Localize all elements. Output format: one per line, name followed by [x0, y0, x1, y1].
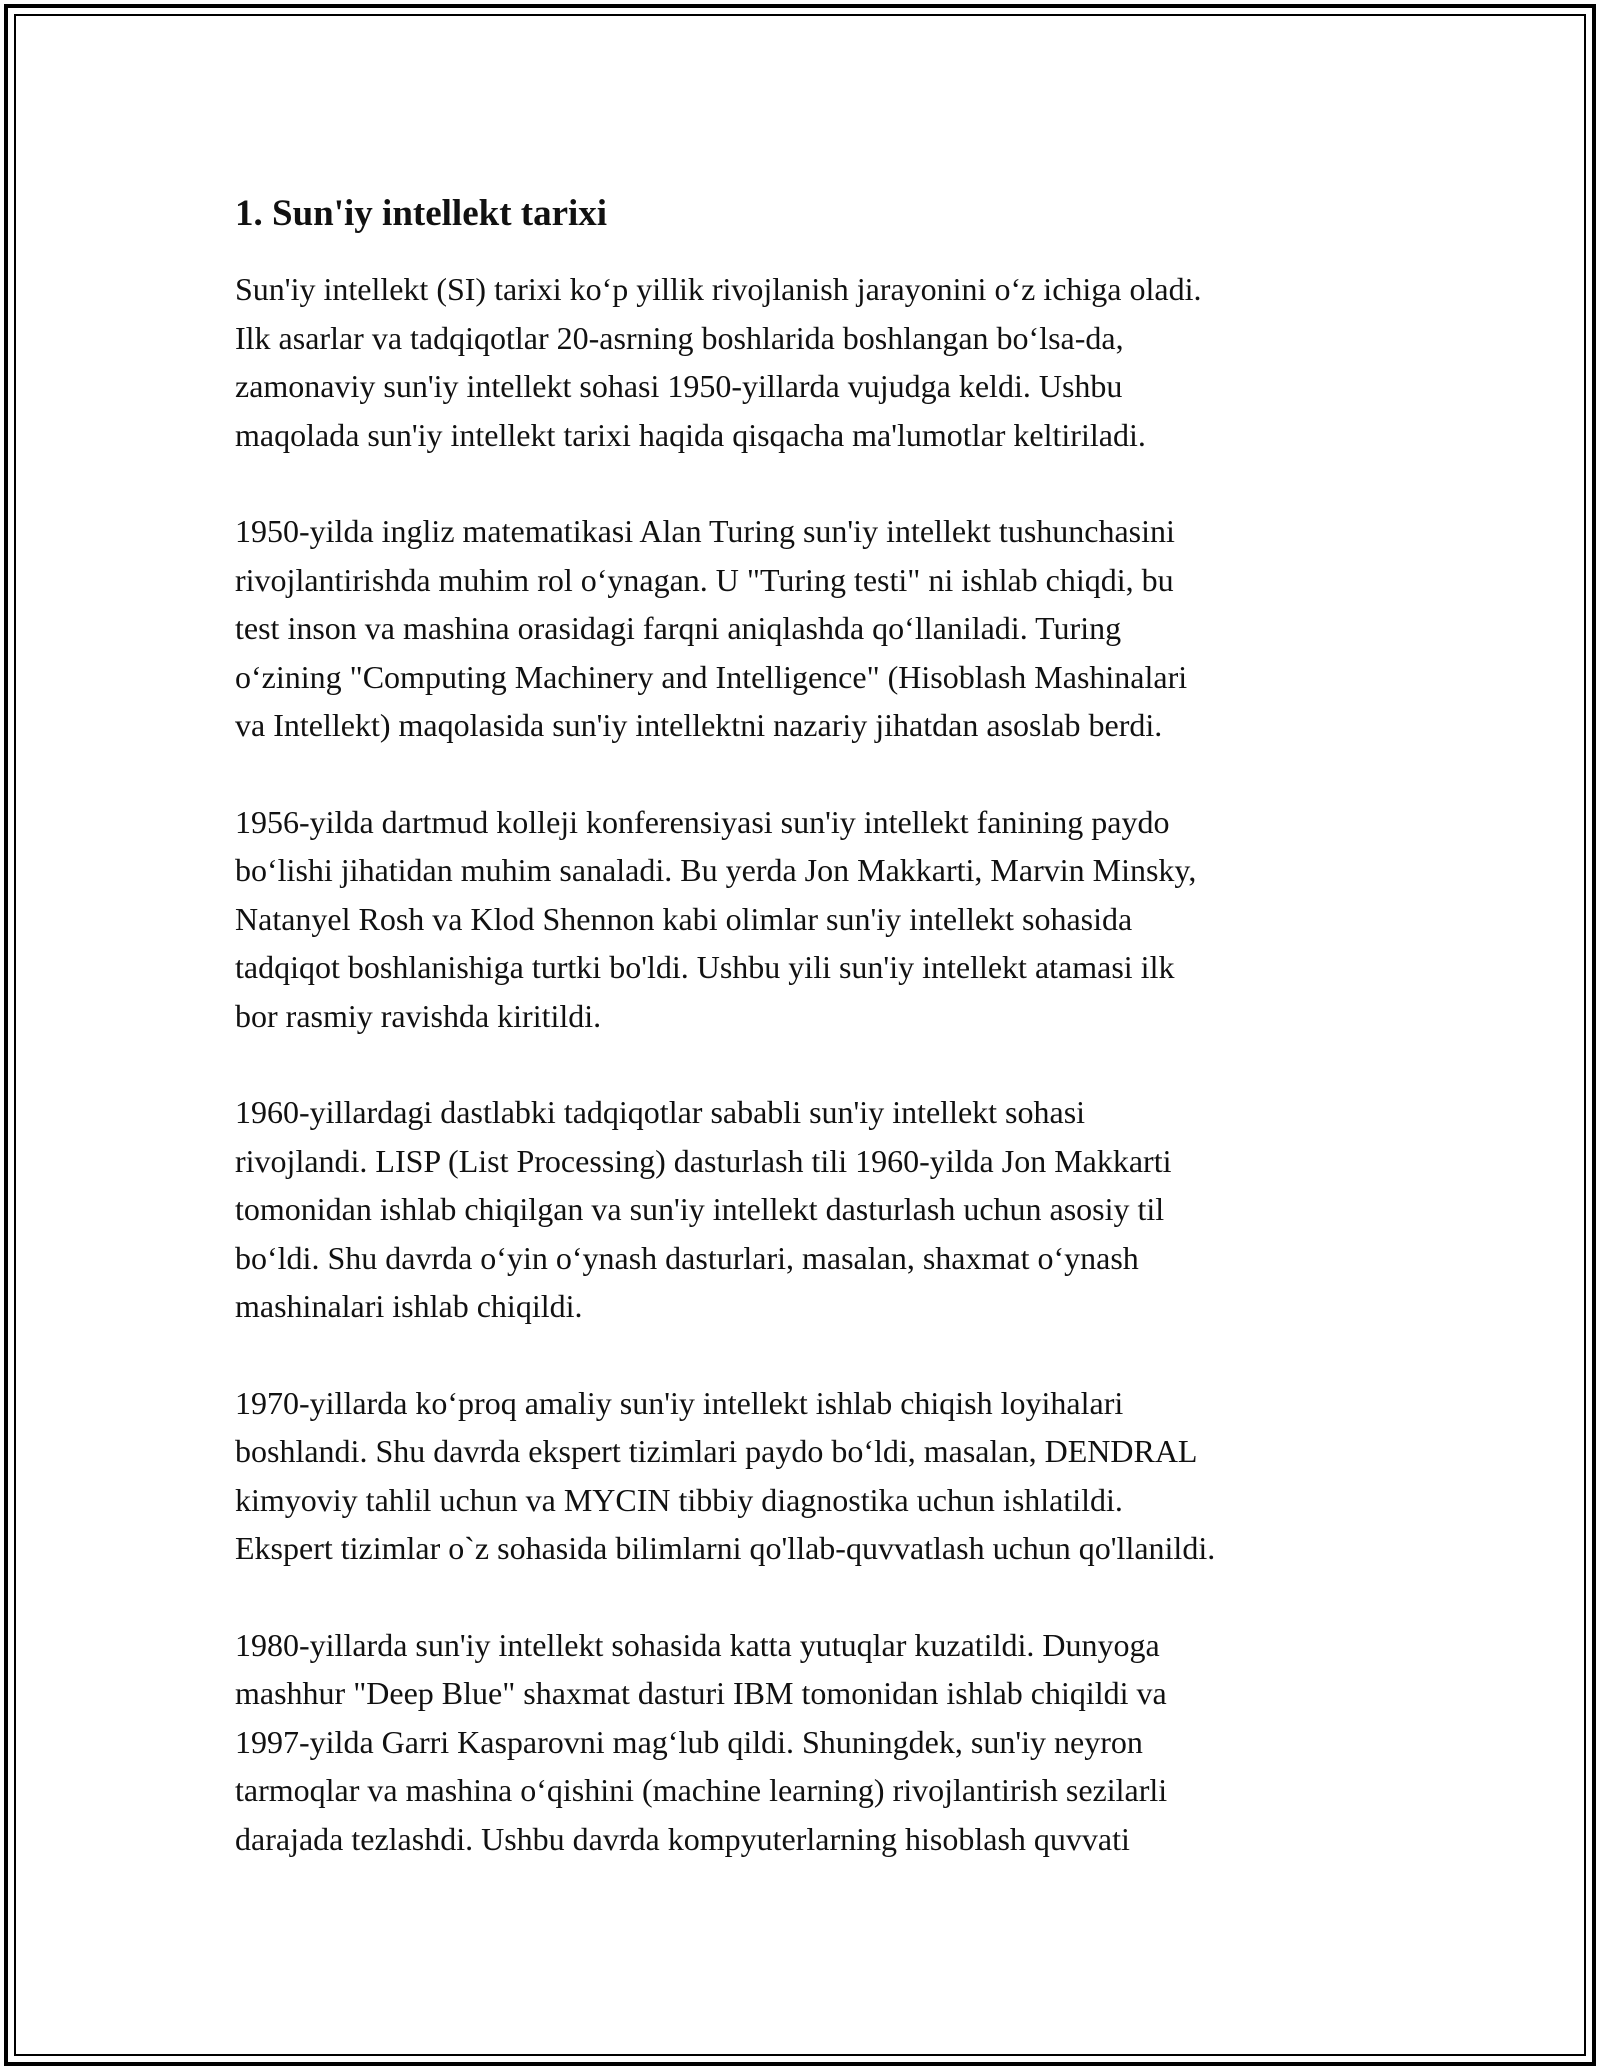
paragraph-line: 1956-yilda dartmud kolleji konferensiyasi sun'iy intellekt fanining paydo: [235, 803, 1170, 840]
paragraph-line: oʻzining "Computing Machinery and Intelligence" (Hisoblash Mashinalari: [235, 658, 1188, 695]
document-body: [235, 185, 1375, 1911]
paragraph-1980: [235, 1621, 1375, 1864]
paragraph-line: darajada tezlashdi. Ushbu davrda kompyuterlarning hisoblash quvvati: [235, 1820, 1130, 1857]
paragraph-line: 1970-yillarda koʻproq amaliy sun'iy intellekt ishlab chiqish loyihalari: [235, 1384, 1124, 1421]
paragraph-line: va Intellekt) maqolasida sun'iy intellektni nazariy jihatdan asoslab berdi.: [235, 707, 1163, 743]
paragraph-line: mashhur "Deep Blue" shaxmat dasturi IBM tomonidan ishlab chiqildi va: [235, 1675, 1167, 1711]
paragraph-line: tadqiqot boshlanishiga turtki bo'ldi. Ushbu yili sun'iy intellekt atamasi ilk: [235, 949, 1175, 985]
paragraph-line: test inson va mashina orasidagi farqni aniqlashda qoʻllaniladi. Turing: [235, 610, 1122, 646]
paragraph-line: Ekspert tizimlar o`z sohasida bilimlarni qo'llab-quvvatlash uchun qo'llanildi.: [235, 1530, 1216, 1566]
paragraph-1960: [235, 1088, 1375, 1331]
paragraph-line: 1980-yillarda sun'iy intellekt sohasida katta yutuqlar kuzatildi. Dunyoga: [235, 1626, 1160, 1663]
paragraph-line: kimyoviy tahlil uchun va MYCIN tibbiy diagnostika uchun ishlatildi.: [235, 1481, 1123, 1518]
paragraph-line: Sun'iy intellekt (SI) tarixi koʻp yillik rivojlanish jarayonini oʻz ichiga oladi.: [235, 271, 1202, 307]
paragraph-intro: [235, 265, 1375, 459]
paragraph-line: tomonidan ishlab chiqilgan va sun'iy intellekt dasturlash uchun asosiy til: [235, 1191, 1165, 1227]
paragraph-line: bor rasmiy ravishda kiritildi.: [235, 997, 602, 1034]
paragraph-line: boshlandi. Shu davrda ekspert tizimlari paydo boʻldi, masalan, DENDRAL: [235, 1433, 1198, 1469]
paragraph-line: boʻlishi jihatidan muhim sanaladi. Bu yerda Jon Makkarti, Marvin Minsky,: [235, 852, 1197, 888]
paragraph-line: rivojlantirishda muhim rol oʻynagan. U "Turing testi" ni ishlab chiqdi, bu: [235, 561, 1174, 598]
paragraph-line: 1950-yilda ingliz matematikasi Alan Turing sun'iy intellekt tushunchasini: [235, 513, 1175, 549]
paragraph-line: rivojlandi. LISP (List Processing) dasturlash tili 1960-yilda Jon Makkarti: [235, 1142, 1172, 1179]
paragraph-line: Natanyel Rosh va Klod Shennon kabi olimlar sun'iy intellekt sohasida: [235, 900, 1133, 937]
paragraph-line: tarmoqlar va mashina oʻqishini (machine learning) rivojlantirish sezilarli: [235, 1772, 1168, 1808]
paragraph-line: mashinalari ishlab chiqildi.: [235, 1288, 583, 1324]
paragraph-line: maqolada sun'iy intellekt tarixi haqida qisqacha ma'lumotlar keltiriladi.: [235, 416, 1146, 453]
paragraph-line: zamonaviy sun'iy intellekt sohasi 1950-yillarda vujudga keldi. Ushbu: [235, 368, 1123, 404]
paragraph-line: Ilk asarlar va tadqiqotlar 20-asrning boshlarida boshlangan boʻlsa-da,: [235, 319, 1124, 356]
section-heading: 1. Sun'iy intellekt tarixi: [235, 193, 608, 234]
paragraph-line: 1960-yillardagi dastlabki tadqiqotlar sababli sun'iy intellekt sohasi: [235, 1094, 1086, 1130]
paragraph-1950: [235, 507, 1375, 750]
paragraph-1970: [235, 1379, 1375, 1573]
paragraph-line: boʻldi. Shu davrda oʻyin oʻynash dasturlari, masalan, shaxmat oʻynash: [235, 1239, 1139, 1276]
paragraph-line: 1997-yilda Garri Kasparovni magʻlub qildi. Shuningdek, sun'iy neyron: [235, 1723, 1143, 1760]
paragraph-1956: [235, 798, 1375, 1041]
